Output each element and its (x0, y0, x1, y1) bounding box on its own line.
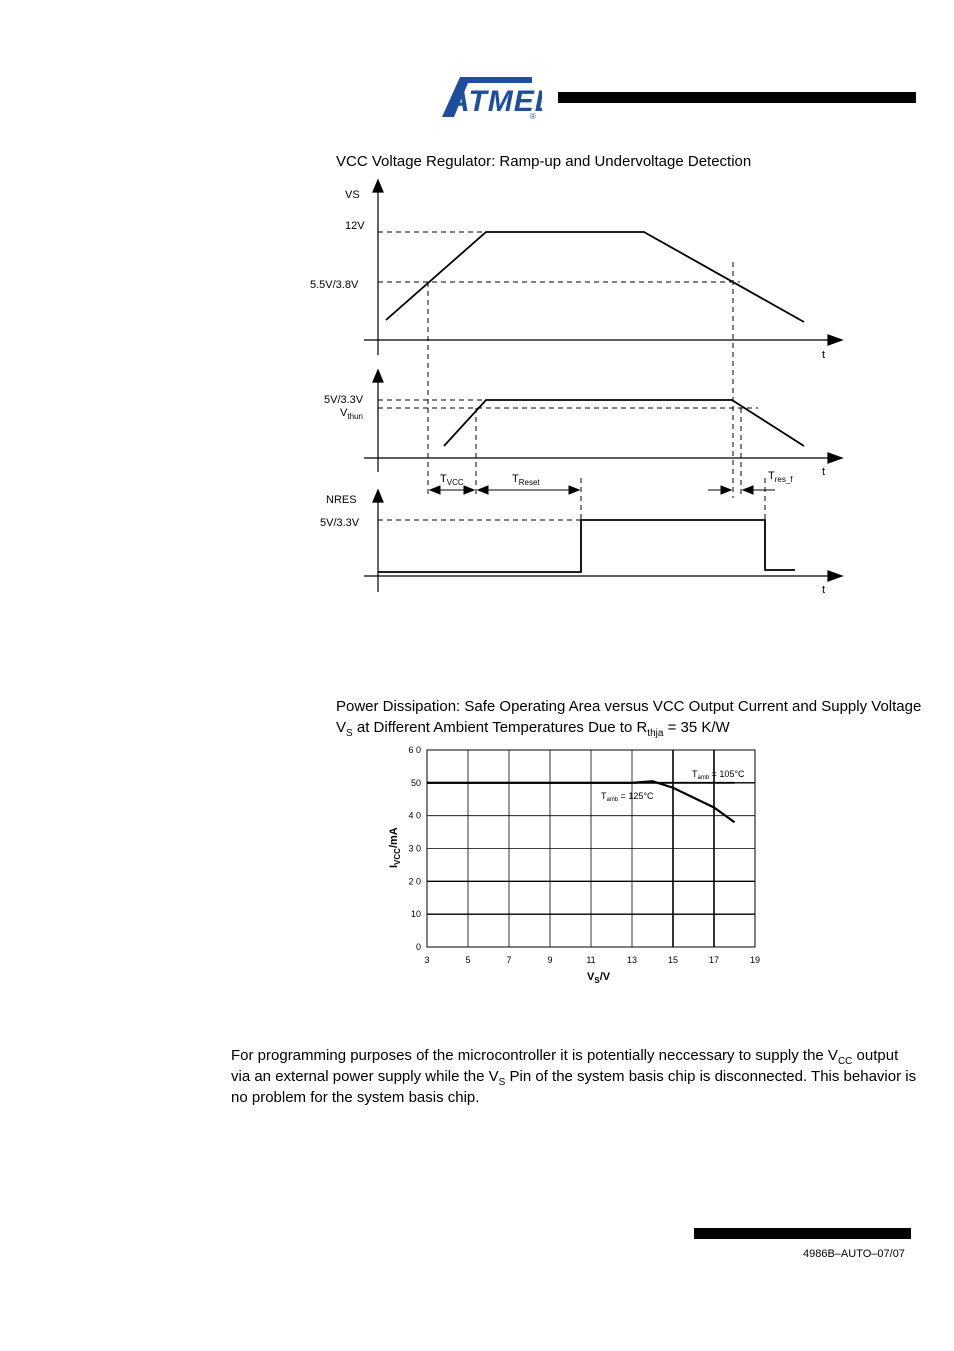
x-tick-label: 13 (626, 955, 638, 965)
x-tick-label: 11 (586, 955, 596, 965)
figure2-caption: Power Dissipation: Safe Operating Area versus VCC Output Current and Supply Voltage $V_S$ at Different Ambient Temperatures Due to $R_{thja} = 35$ K/W (336, 698, 922, 739)
vcc-level: 5V/3.3V (324, 394, 364, 406)
tresf-label: $T_{res\_f}$ (768, 470, 793, 484)
vthun-label: $V_{thun}$ (340, 407, 363, 421)
vs-level-12v: 12V (345, 220, 365, 232)
x-axis-label: $V_S/V$ (587, 971, 611, 985)
figure1-caption: VCC Voltage Regulator: Ramp-up and Undervoltage Detection (336, 153, 752, 170)
time-label-2: t (822, 466, 826, 478)
vs-axis-label: VS (345, 189, 360, 201)
tvcc-label: $T_{VCC}$ (440, 473, 464, 487)
time-label-3: t (822, 584, 826, 596)
annotation-125: $T_{amb} = 125^\circ C$ (601, 791, 654, 803)
body-paragraph: For programming purposes of the microcontroller it is potentially neccessary to supply the $V_{CC}$ output via an external power supply while the $V_S$ Pin of the system basis chip is disconnected. This behavior is no problem for the system basis chip. (231, 1047, 917, 1106)
vs-level-5v5: 5.5V/3.8V (310, 279, 359, 291)
y-tick-label: 0 (415, 942, 421, 952)
nres-level: 5V/3.3V (320, 517, 360, 529)
y-tick-label: 6 0 (408, 745, 421, 755)
nres-label: NRES (326, 494, 357, 506)
y-tick-label: 50 (410, 777, 421, 788)
annotation-105: $T_{amb} = 105^\circ C$ (692, 769, 745, 781)
x-tick-label: 7 (506, 955, 512, 965)
series-line-2 (427, 781, 735, 822)
x-tick-label: 19 (749, 955, 761, 965)
y-tick-label: 2 0 (408, 876, 421, 887)
x-tick-label: 3 (424, 955, 430, 965)
footer-bar (694, 1228, 911, 1239)
time-label-1: t (822, 349, 826, 361)
x-tick-label: 17 (708, 955, 720, 965)
y-tick-label: 3 0 (408, 843, 421, 854)
svg-text:®: ® (530, 112, 536, 121)
svg-text:ATMEL: ATME (448, 85, 535, 118)
treset-label: $T_{Reset}$ (512, 473, 540, 487)
y-tick-label: 10 (410, 909, 421, 920)
y-axis-label: $I_{VCC}/mA$ (388, 827, 402, 868)
x-tick-label: 15 (667, 955, 679, 965)
y-tick-label: 4 0 (408, 810, 421, 821)
x-tick-label: 9 (547, 955, 553, 965)
document-code: 4986B–AUTO–07/07 (803, 1248, 905, 1260)
x-tick-label: 5 (465, 955, 471, 965)
